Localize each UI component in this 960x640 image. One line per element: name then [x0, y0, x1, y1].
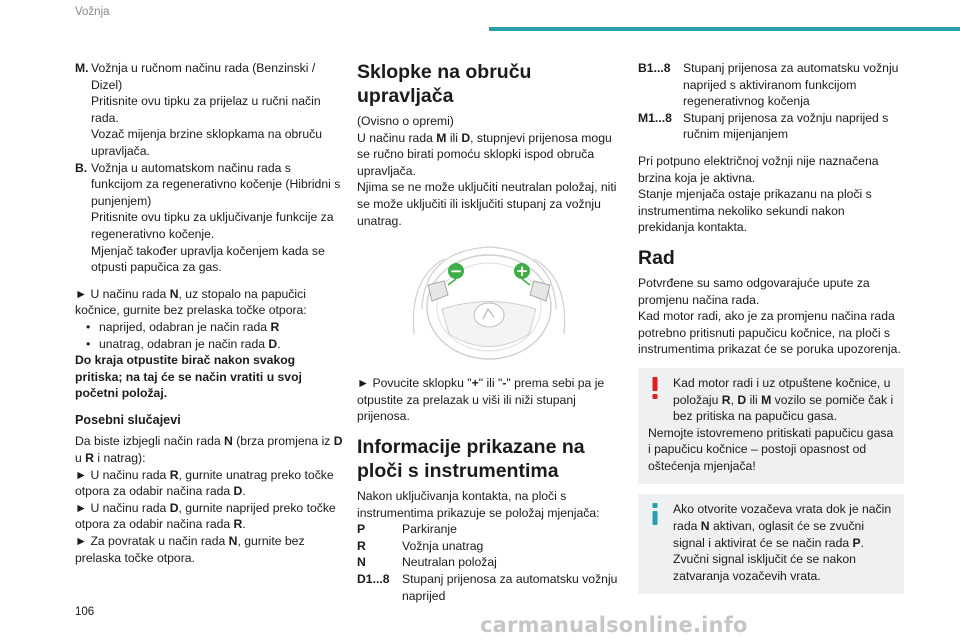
gear-row: P Parkiranje — [357, 522, 457, 537]
page-number: 106 — [75, 606, 95, 618]
warning-icon — [650, 377, 660, 404]
header-accent-bar — [489, 27, 960, 31]
warning-box — [638, 368, 904, 485]
instruction-paragraph: ► U načinu rada N, uz stopalo na papučici kočnice, gurnite bez prelaska točke otpora: — [75, 286, 307, 318]
heading-instrument-info: Informacije prikazane na ploči s instrumentima — [357, 435, 585, 482]
gear-row: R Vožnja unatrag — [357, 538, 484, 553]
list-item-m — [75, 60, 343, 160]
bold-paragraph: Do kraja otpustite birač nakon svakog pritiska; na taj će se način vratiti u svoj početni položaj. — [75, 353, 302, 401]
column-2 — [357, 60, 619, 604]
watermark: carmanualsonline.info — [480, 613, 748, 637]
plus-paddle-label: + — [515, 262, 529, 281]
special-step: ► U načinu rada D, gurnite naprijed preko točke otpora za odabir načina rada R. — [75, 500, 336, 532]
heading-paddles: Sklopke na obruču upravljača — [357, 61, 532, 107]
paragraph: Pri potpuno električnoj vožnji nije naznačena brzina koja je aktivna. Stanje mjenjača ostaje prikazanu na ploči s instrumentima nekoliko sekundi nakon prekidanja kontakta. — [638, 153, 879, 235]
steering-wheel-illustration — [404, 239, 574, 369]
bullet-item: • naprijed, odabran je način rada R — [86, 319, 280, 334]
minus-paddle-label: − — [449, 262, 463, 281]
special-paragraph: Da biste izbjegli način rada N (brza promjena iz D u R i natrag): — [75, 434, 343, 466]
item-text: Vožnja u automatskom načinu rada s funkcijom za regenerativno kočenje (Hibridni s punjenjem) Pritisnite ovu tipku za uključivanje funkcije za regenerativno kočenje. Mjenjač također upravlja kočenjem kada se otpusti papučica za gas. — [91, 160, 341, 275]
paragraph: U načinu rada M ili D, stupnjevi prijenosa mogu se ručno birati pomoću sklopki ispod obruča upravljača. — [357, 130, 612, 178]
special-step: ► Za povratak u način rada N, gurnite bez prelaska točke otpora. — [75, 534, 305, 565]
item-key: B. — [75, 160, 88, 175]
gear-row: B1...8 Stupanj prijenosa za automatsku vožnju naprijed s aktiviranom funkcijom regenerativnog kočenja — [638, 61, 899, 109]
bullet-item: • unatrag, odabran je način rada D. — [86, 336, 281, 351]
paragraph: Nakon uključivanja kontakta, na ploči s instrumentima prikazuje se položaj mjenjača: — [357, 488, 600, 520]
gear-row: M1...8 Stupanj prijenosa za vožnju naprijed s ručnim mijenjanjem — [638, 110, 889, 142]
item-key: M. — [75, 61, 89, 75]
gear-row: D1...8 Stupanj prijenosa za automatsku vožnju naprijed — [357, 571, 618, 603]
subheading: Posebni slučajevi — [75, 412, 181, 427]
info-text: Ako otvorite vozačeva vrata dok je način rada N aktivan, oglasit će se zvučni signal i aktivirat će se način rada P. Zvučni signal isključit će se nakon zatvaranja vozačevih vrata. — [673, 502, 892, 583]
section-title: Vožnja — [75, 6, 110, 18]
paragraph: (Ovisno o opremi) — [357, 114, 454, 128]
warning-text: Nemojte istovremeno pritiskati papučicu gasa i papučicu kočnice – postoji opasnost od oštećenja mjenjača! — [648, 425, 894, 473]
special-step: ► U načinu rada R, gurnite unatrag preko točke otpora za odabir načina rada D. — [75, 467, 334, 499]
info-box — [638, 494, 904, 594]
column-1 — [75, 60, 343, 566]
item-text: Vožnja u ručnom načinu rada (Benzinski / Dizel) Pritisnite ovu tipku za prijelaz u ručni način rada. Vozač mijenja brzine sklopkama na obruču upravljača. — [91, 61, 323, 158]
paragraph: Potvrđene su samo odgovarajuće upute za promjenu načina rada. Kad motor radi, ako je za promjenu načina rada potrebno pritisnuti papučicu kočnice, na ploči s instrumentima prikazat će se poruka upozorenja. — [638, 275, 901, 357]
gear-row: N Neutralan položaj — [357, 555, 497, 570]
paragraph: Njima se ne može uključiti neutralan položaj, niti se može uključiti ili isključiti stupanj za vožnju unatrag. — [357, 180, 617, 228]
warning-text: Kad motor radi i uz otpuštene kočnice, u položaju R, D ili M vozilo se pomiče čak i bez pritiska na papučicu gasa. — [673, 375, 894, 424]
info-icon — [650, 503, 660, 530]
list-item-b — [75, 160, 343, 276]
column-3 — [638, 60, 904, 594]
paddle-instruction: ► Povucite sklopku "+" ili "-" prema sebi pa je otpustite za prelazak u viši ili niži stupanj prijenosa. — [357, 376, 605, 424]
heading-rad: Rad — [638, 246, 675, 269]
